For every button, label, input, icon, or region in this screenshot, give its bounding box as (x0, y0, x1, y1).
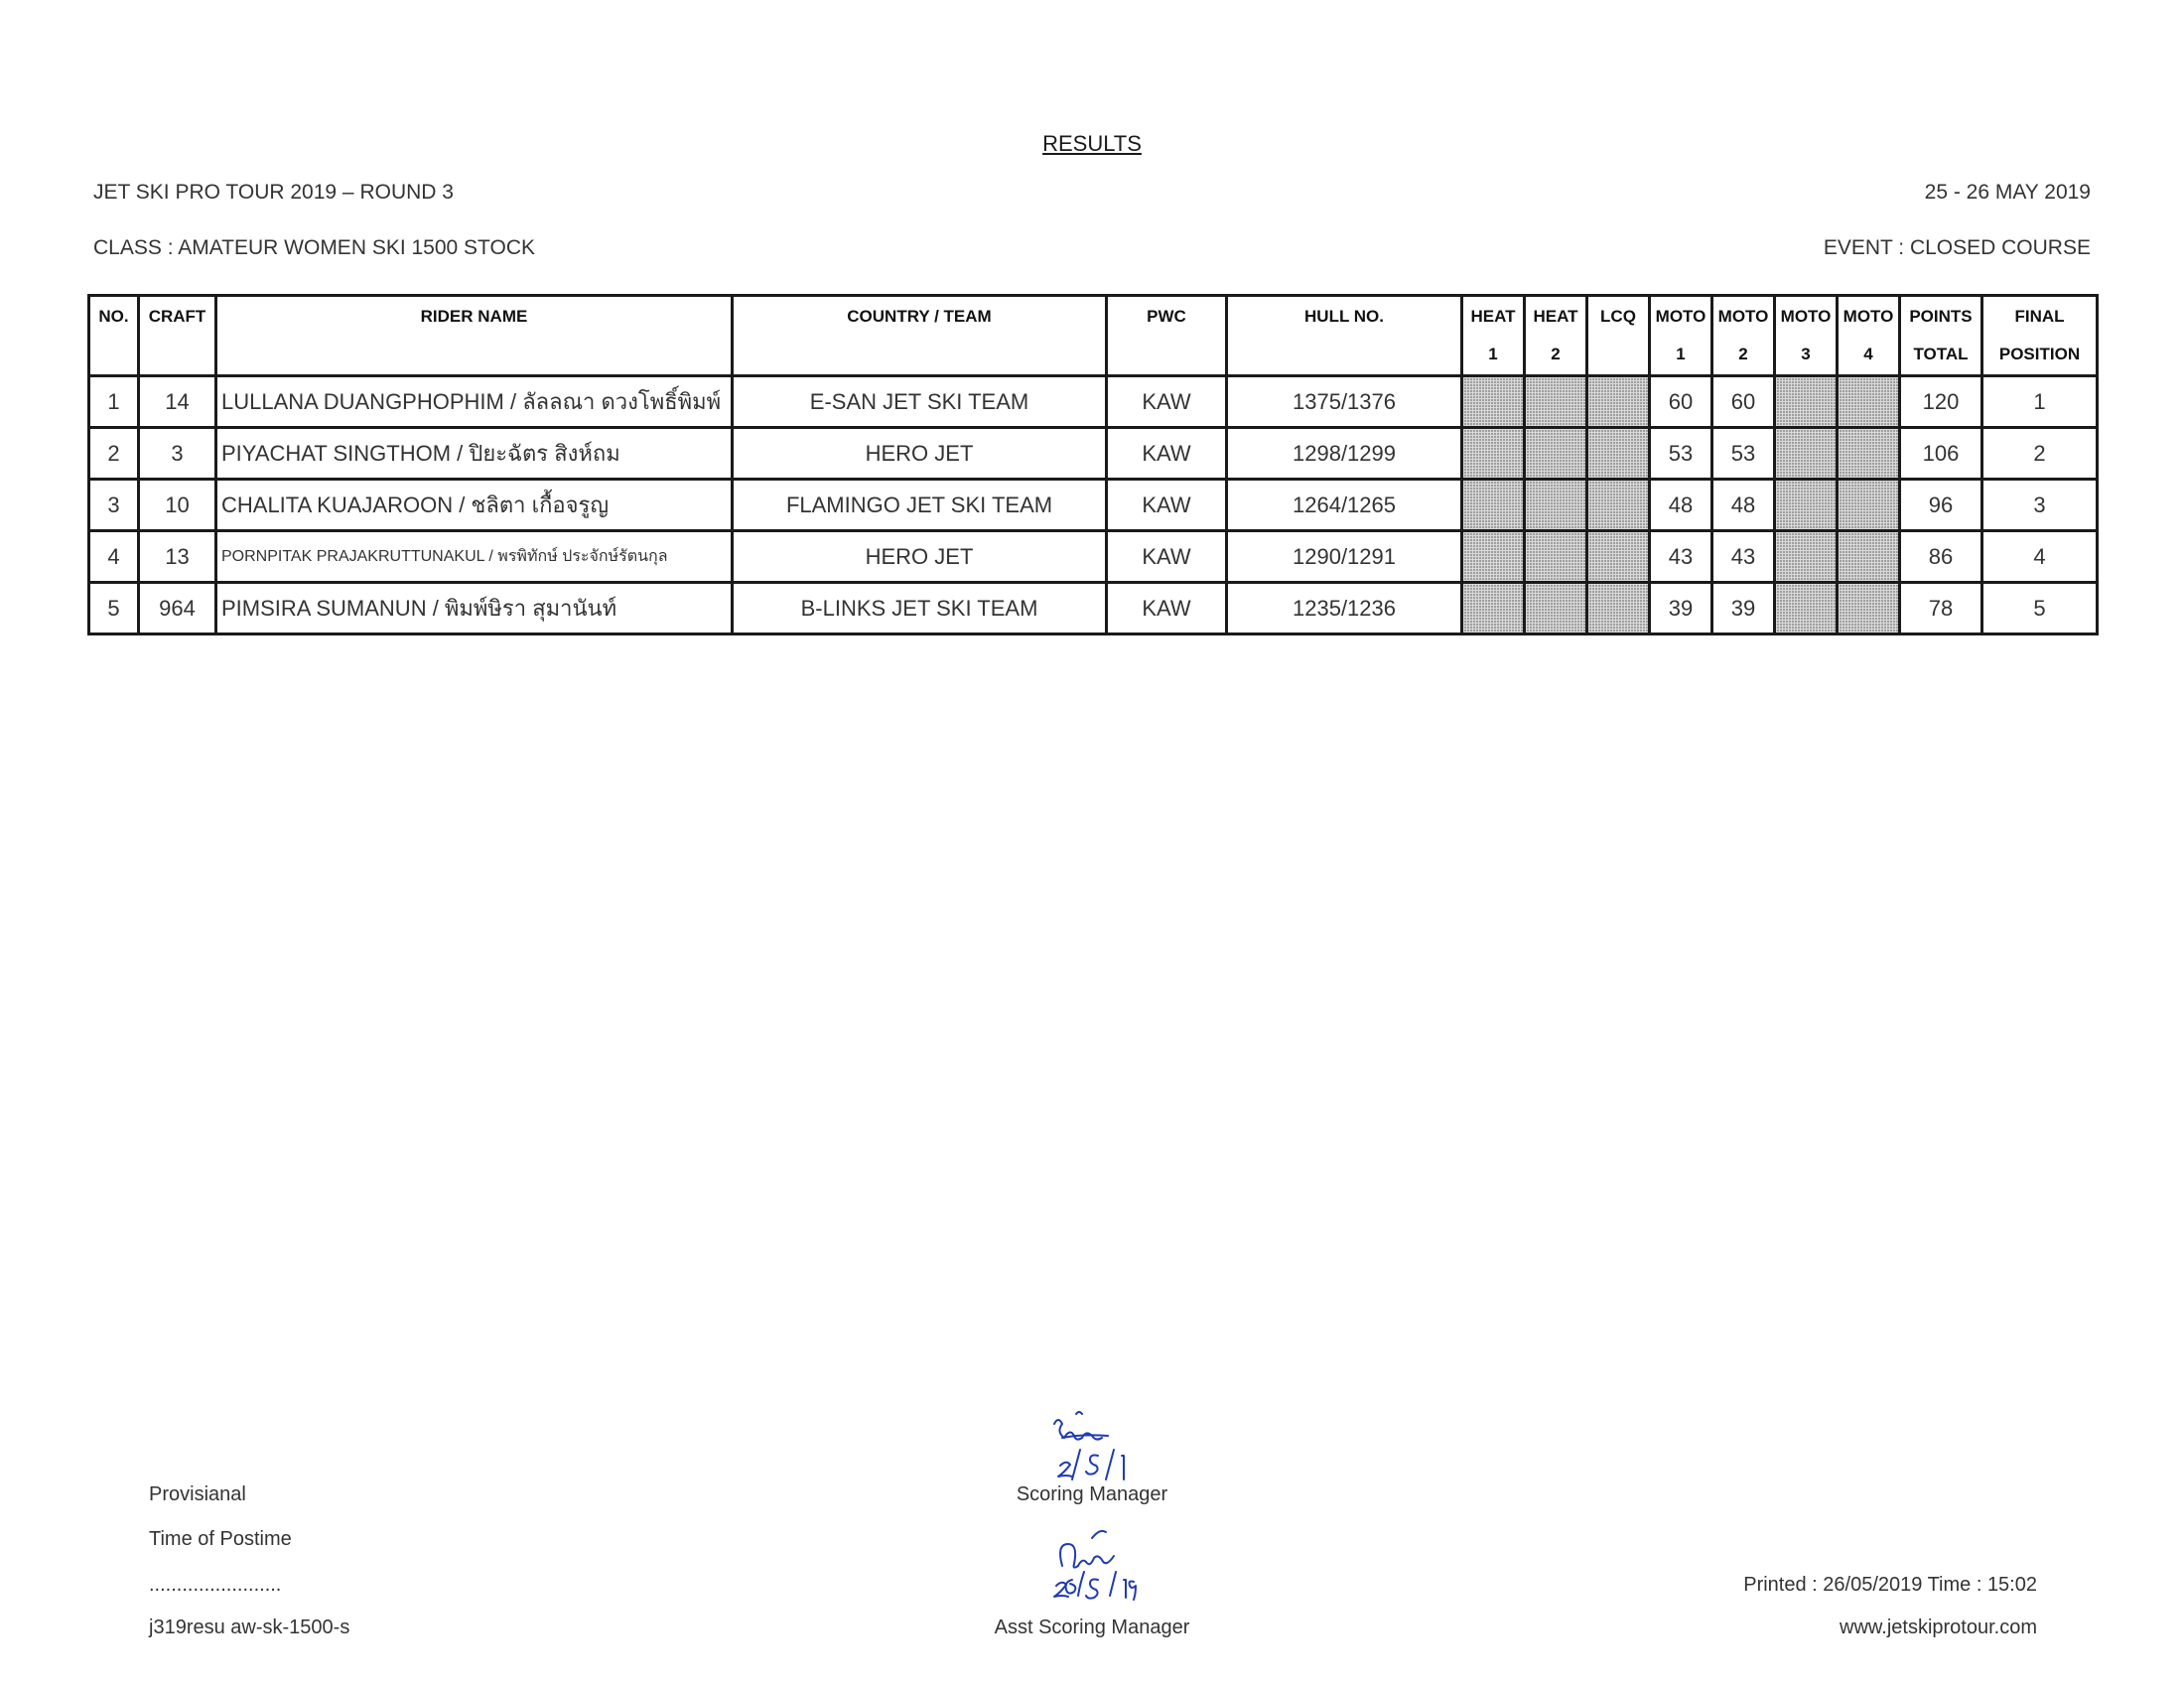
cell-craft: 13 (139, 531, 216, 583)
table-row (89, 428, 2098, 480)
cell-heat-1 (1462, 376, 1525, 428)
asst-scoring-manager-signature (1032, 1524, 1161, 1614)
cell-moto-1: 39 (1650, 583, 1712, 634)
cell-moto-2: 48 (1712, 480, 1775, 531)
cell-craft: 10 (139, 480, 216, 531)
col-country-team: COUNTRY / TEAM (733, 296, 1107, 376)
col-heat-2: HEAT 2 (1525, 296, 1587, 376)
cell-hull: 1375/1376 (1227, 376, 1462, 428)
cell-pwc: KAW (1107, 583, 1227, 634)
col-points-total: POINTS TOTAL (1900, 296, 1982, 376)
cell-lcq (1587, 376, 1650, 428)
document-code: j319resu aw-sk-1500-s (149, 1617, 350, 1638)
col-moto-2: MOTO 2 (1712, 296, 1775, 376)
cell-moto-3 (1775, 480, 1838, 531)
cell-craft: 3 (139, 428, 216, 480)
cell-moto-1: 60 (1650, 376, 1712, 428)
col-heat-1: HEAT 1 (1462, 296, 1525, 376)
col-moto-4: MOTO 4 (1838, 296, 1900, 376)
class-label: CLASS : AMATEUR WOMEN SKI 1500 STOCK (93, 236, 536, 259)
cell-moto-3 (1775, 583, 1838, 634)
cell-pwc: KAW (1107, 376, 1227, 428)
cell-heat-1 (1462, 428, 1525, 480)
cell-no: 5 (89, 583, 139, 634)
cell-moto-3 (1775, 428, 1838, 480)
cell-heat-2 (1525, 376, 1587, 428)
cell-moto-4 (1838, 428, 1900, 480)
cell-hull: 1290/1291 (1227, 531, 1462, 583)
cell-heat-2 (1525, 583, 1587, 634)
cell-moto-4 (1838, 480, 1900, 531)
cell-moto-2: 53 (1712, 428, 1775, 480)
cell-moto-1: 48 (1650, 480, 1712, 531)
event-date: 25 - 26 MAY 2019 (1924, 181, 2091, 204)
col-hull-no: HULL NO. (1227, 296, 1462, 376)
cell-position: 2 (1982, 428, 2098, 480)
cell-team: E-SAN JET SKI TEAM (733, 376, 1107, 428)
cell-no: 1 (89, 376, 139, 428)
cell-lcq (1587, 583, 1650, 634)
provisional-label: Provisianal (149, 1483, 246, 1505)
page-title: RESULTS (1042, 131, 1142, 156)
cell-team: HERO JET (733, 428, 1107, 480)
cell-points: 106 (1900, 428, 1982, 480)
table-row (89, 583, 2098, 634)
cell-position: 5 (1982, 583, 2098, 634)
col-no: NO. (89, 296, 139, 376)
cell-pwc: KAW (1107, 428, 1227, 480)
cell-heat-1 (1462, 583, 1525, 634)
cell-moto-3 (1775, 531, 1838, 583)
cell-heat-2 (1525, 480, 1587, 531)
col-craft: CRAFT (139, 296, 216, 376)
scoring-manager-label: Scoring Manager (1016, 1483, 1168, 1505)
cell-heat-1 (1462, 531, 1525, 583)
cell-rider-name: PIMSIRA SUMANUN / พิมพ์ษิรา สุมานันท์ (216, 583, 733, 634)
postime-blank: ........................ (149, 1574, 282, 1596)
cell-points: 86 (1900, 531, 1982, 583)
table-row (89, 376, 2098, 428)
table-row (89, 531, 2098, 583)
cell-moto-4 (1838, 583, 1900, 634)
cell-no: 3 (89, 480, 139, 531)
cell-rider-name: LULLANA DUANGPHOPHIM / ลัลลณา ดวงโพธิ์พิมพ์ (216, 376, 733, 428)
cell-lcq (1587, 480, 1650, 531)
col-rider-name: RIDER NAME (216, 296, 733, 376)
asst-scoring-manager-label: Asst Scoring Manager (994, 1617, 1190, 1638)
results-table (87, 294, 2099, 635)
cell-heat-2 (1525, 428, 1587, 480)
cell-moto-4 (1838, 531, 1900, 583)
cell-team: HERO JET (733, 531, 1107, 583)
cell-hull: 1298/1299 (1227, 428, 1462, 480)
col-final-position: FINAL POSITION (1982, 296, 2098, 376)
cell-heat-1 (1462, 480, 1525, 531)
cell-no: 2 (89, 428, 139, 480)
cell-moto-2: 39 (1712, 583, 1775, 634)
col-moto-3: MOTO 3 (1775, 296, 1838, 376)
event-type: EVENT : CLOSED COURSE (1823, 236, 2091, 259)
table-row (89, 480, 2098, 531)
cell-lcq (1587, 531, 1650, 583)
website-link[interactable]: www.jetskiprotour.com (1840, 1617, 2037, 1638)
col-lcq: LCQ (1587, 296, 1650, 376)
cell-pwc: KAW (1107, 480, 1227, 531)
cell-points: 96 (1900, 480, 1982, 531)
event-name: JET SKI PRO TOUR 2019 – ROUND 3 (93, 181, 454, 204)
cell-team: FLAMINGO JET SKI TEAM (733, 480, 1107, 531)
cell-craft: 964 (139, 583, 216, 634)
cell-hull: 1235/1236 (1227, 583, 1462, 634)
cell-team: B-LINKS JET SKI TEAM (733, 583, 1107, 634)
cell-pwc: KAW (1107, 531, 1227, 583)
cell-lcq (1587, 428, 1650, 480)
cell-no: 4 (89, 531, 139, 583)
cell-points: 120 (1900, 376, 1982, 428)
cell-moto-2: 43 (1712, 531, 1775, 583)
scoring-manager-signature (1032, 1410, 1161, 1489)
cell-moto-1: 53 (1650, 428, 1712, 480)
col-moto-1: MOTO 1 (1650, 296, 1712, 376)
cell-rider-name: PORNPITAK PRAJAKRUTTUNAKUL / พรพิทักษ์ ประจักษ์รัตนกุล (216, 531, 733, 583)
cell-heat-2 (1525, 531, 1587, 583)
cell-moto-1: 43 (1650, 531, 1712, 583)
printed-timestamp: Printed : 26/05/2019 Time : 15:02 (1743, 1574, 2037, 1596)
col-pwc: PWC (1107, 296, 1227, 376)
cell-position: 3 (1982, 480, 2098, 531)
cell-moto-4 (1838, 376, 1900, 428)
cell-moto-2: 60 (1712, 376, 1775, 428)
header-row (89, 296, 2098, 376)
time-of-postime-label: Time of Postime (149, 1528, 292, 1550)
cell-craft: 14 (139, 376, 216, 428)
cell-position: 1 (1982, 376, 2098, 428)
cell-hull: 1264/1265 (1227, 480, 1462, 531)
cell-position: 4 (1982, 531, 2098, 583)
cell-rider-name: CHALITA KUAJAROON / ชลิตา เกื้อจรูญ (216, 480, 733, 531)
cell-points: 78 (1900, 583, 1982, 634)
cell-moto-3 (1775, 376, 1838, 428)
cell-rider-name: PIYACHAT SINGTHOM / ปิยะฉัตร สิงห์ถม (216, 428, 733, 480)
